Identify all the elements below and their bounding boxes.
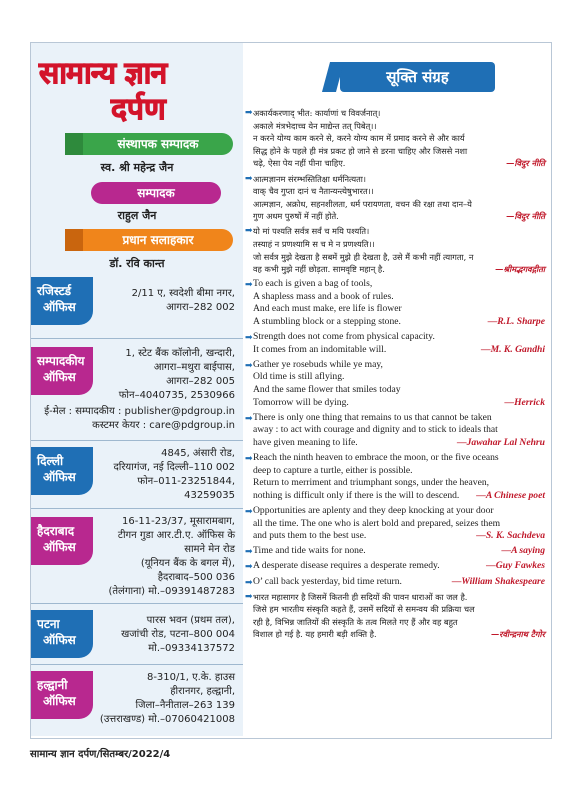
quote-line: Return to merriment and triumphant songs, under the heaven, (253, 477, 490, 489)
address-line: 16-11-23/37, मूसारामबाग, (122, 516, 235, 527)
office-label-line: ऑफिस (43, 540, 76, 554)
quote-item (245, 331, 545, 356)
quote-line: A desperate disease requires a desperate remedy. (253, 560, 440, 572)
office-address (132, 287, 235, 315)
office-label-line: ऑफिस (43, 633, 76, 647)
arrow-bullet-icon: ➡ (245, 576, 253, 587)
quote-line: वह कभी मुझे नहीं छोड़ता. सामवृष्टि महान् है. (253, 264, 385, 275)
office-registered (31, 273, 243, 333)
office-address (108, 515, 235, 599)
address-line: 43259035 (184, 490, 235, 501)
arrow-bullet-icon: ➡ (245, 173, 253, 184)
quote-line: Tomorrow will be dying. (253, 396, 349, 408)
founder-editor-name: स्व. श्री महेन्द्र जैन (100, 161, 174, 174)
quote-line: It comes from an indomitable will. (253, 343, 387, 355)
quote-line: विशाल हो गई है. यह हमारी बड़ी शक्ति है. (253, 629, 377, 640)
divider (31, 338, 243, 339)
arrow-bullet-icon: ➡ (245, 412, 253, 423)
quote-line: and puts them to the best use. (253, 530, 367, 542)
quote-item (245, 173, 545, 223)
address-line: आगरा–282 005 (166, 376, 235, 387)
address-line: (तेलंगाना) मो.–09391487283 (108, 586, 235, 597)
quote-line: आत्मज्ञान, अक्रोध, सहनशीलता, धर्म परायणता, वचन की रक्षा तथा दान–ये (253, 198, 472, 209)
office-label (31, 277, 93, 325)
divider (31, 664, 243, 665)
office-label (31, 517, 93, 565)
address-line: पारस भवन (प्रथम तल), (146, 615, 235, 626)
quote-item (245, 358, 545, 409)
quote-line: Time and tide waits for none. (253, 545, 366, 557)
quote-line: रही है, विभिन्न जातियों की संस्कृति के तत्व मिलते गए हैं और वह बहुत (253, 616, 458, 627)
office-label-line: ऑफिस (43, 370, 76, 384)
contact-emails (44, 405, 235, 433)
office-address (119, 347, 235, 403)
quote-item (245, 452, 545, 502)
quote-item (245, 575, 545, 589)
office-label-line: हल्द्वानी (37, 678, 68, 692)
quote-line: यो मां पश्यति सर्वत्र सर्वं च मयि पश्यति। (253, 226, 370, 237)
quote-item (245, 545, 545, 558)
quote-author: —Guy Fawkes (486, 560, 545, 572)
magazine-logo (39, 51, 239, 131)
quote-line: न करने योग्य काम करने से, करने योग्य काम में प्रमाद करने से और कार्य (253, 133, 465, 144)
quote-line: A stumbling block or a stepping stone. (253, 316, 401, 328)
address-line: दरियागंज, नई दिल्ली–110 002 (113, 462, 235, 473)
quote-line: O’ call back yesterday, bid time return. (253, 575, 402, 587)
email-line[interactable]: ई-मेल : सम्पादकीय : publisher@pdgroup.in (44, 406, 235, 417)
quote-line: चढ़े, ऐसा पेय नहीं पीना चाहिए. (253, 158, 346, 169)
quote-line: गुण अधम पुरुषों में नहीं होते. (253, 211, 339, 222)
office-hyderabad (31, 511, 243, 606)
arrow-bullet-icon: ➡ (245, 546, 253, 557)
address-line: खजांची रोड, पटना–800 004 (121, 629, 235, 640)
chief-advisor-label: प्रधान सलाहकार (83, 229, 233, 251)
office-editorial (31, 341, 243, 459)
quote-item (245, 560, 545, 573)
quote-item (245, 225, 545, 275)
quote-line: तस्याहं न प्रणश्यामि स च मे न प्रणश्यति।। (253, 238, 375, 249)
address-line: मो.–09334137572 (148, 643, 235, 654)
logo-line-2: दर्पण (111, 92, 166, 127)
page-footer: सामान्य ज्ञान दर्पण/सितम्बर/2022/4 (30, 749, 171, 760)
quote-line: जो सर्वत्र मुझे देखता है सबमें मुझे ही देखता है, उसे मैं कभी नहीं त्यागता, न (253, 251, 474, 262)
divider (31, 603, 243, 604)
office-patna (31, 606, 243, 666)
section-title: सूक्ति संग्रह (340, 62, 495, 92)
masthead-column (31, 43, 243, 736)
address-line: फोन–4040735, 2530966 (118, 390, 235, 401)
quote-item (245, 278, 545, 328)
quote-line: And each must make, ere life is flower (253, 303, 402, 315)
quote-line: away : to act with courage and dignity and to stick to ideals that (253, 424, 498, 436)
office-label (31, 347, 93, 395)
quote-line: वाक् चैव गुप्ता दानं च नैतान्यन्त्येषुभारत।। (253, 186, 374, 197)
quote-line: Opportunities are aplenty and they deep knocking at your door (253, 505, 494, 516)
office-label (31, 610, 93, 658)
quote-line: And the same flower that smiles today (253, 384, 401, 396)
arrow-bullet-icon: ➡ (245, 453, 253, 464)
office-label-line: ऑफिस (43, 694, 76, 708)
arrow-bullet-icon: ➡ (245, 279, 253, 290)
quotes-column (245, 43, 550, 736)
arrow-bullet-icon: ➡ (245, 591, 253, 602)
quote-line: Strength does not come from physical capacity. (253, 331, 435, 343)
quote-author: —S. K. Sachdeva (476, 530, 545, 542)
quote-author: —M. K. Gandhi (481, 343, 545, 355)
quote-line: जिसे हम भारतीय संस्कृति कहते हैं, उसमें सदियों से समन्वय की प्रक्रिया चल (253, 604, 475, 615)
address-line: (यूनियन बैंक के बगल में), (140, 558, 235, 569)
quote-line: सिद्ध होने के पहले ही मंत्र प्रकट हो जाने से डरना चाहिए और जिससे नशा (253, 145, 468, 156)
quote-line: There is only one thing that remains to us that cannot be taken (253, 411, 492, 423)
office-label-line: दिल्ली (37, 454, 64, 468)
office-label-line: हैदराबाद (37, 524, 75, 538)
quote-author: —रवीन्द्रनाथ टैगोर (490, 629, 545, 640)
quote-line: Reach the ninth heaven to embrace the moon, or the five oceans (253, 452, 499, 464)
address-line: 2/11 ए, स्वदेशी बीमा नगर, (131, 288, 235, 299)
address-line: आगरा–मथुरा बाईपास, (153, 362, 235, 373)
quote-author: —Jawahar Lal Nehru (457, 436, 545, 448)
quote-author: —विदुर नीति (506, 211, 545, 222)
quote-line: भारत महासागर है जिसमें कितनी ही सदियों की पावन धाराओं का जल है. (253, 591, 468, 602)
office-label (31, 447, 93, 495)
office-label-line: सम्पादकीय (37, 354, 85, 368)
address-line: टीगन गुडा आर.टी.ए. ऑफिस के (117, 530, 235, 541)
quote-line: To each is given a bag of tools, (253, 278, 373, 290)
quote-author: —William Shakespeare (451, 575, 545, 587)
quote-line: deep to capture a turtle, either is possible. (253, 464, 413, 476)
address-line: 1, स्टेट बैंक कॉलोनी, खन्दारी, (125, 348, 235, 359)
office-haldwani (31, 667, 243, 733)
arrow-bullet-icon: ➡ (245, 506, 253, 516)
address-line: हैदराबाद–500 036 (157, 572, 235, 583)
editor-name: राहुल जैन (117, 209, 157, 222)
arrow-bullet-icon: ➡ (245, 226, 253, 237)
office-address (100, 671, 235, 727)
quote-item (245, 107, 545, 170)
customer-care-line[interactable]: कस्टमर केयर : care@pdgroup.in (92, 420, 235, 431)
quote-item (245, 505, 545, 543)
arrow-bullet-icon: ➡ (245, 359, 253, 370)
quote-item (245, 411, 545, 450)
office-delhi (31, 443, 243, 513)
quote-author: —विदुर नीति (506, 158, 545, 169)
address-line: फोन–011-23251844, (137, 476, 235, 487)
quote-line: all the time. The one who is alert bold and prepared, seizes them (253, 517, 501, 529)
quote-line: A shapless mass and a book of rules. (253, 290, 394, 302)
quote-line: have given meaning to life. (253, 436, 358, 448)
editor-label: सम्पादक (91, 182, 221, 204)
quote-author: —श्रीमद्भगवद्गीता (495, 264, 545, 275)
address-line: (उत्तराखण्ड) मो.–07060421008 (99, 714, 235, 725)
office-label-line: रजिस्टर्ड (37, 284, 72, 298)
arrow-bullet-icon: ➡ (245, 108, 253, 118)
divider (31, 508, 243, 509)
founder-editor-label: संस्थापक सम्पादक (83, 133, 233, 155)
quote-line: अकाले मंत्रभेदाच्च येन माद्येन्त तत् पिबेत्।। (253, 120, 377, 131)
office-address (121, 614, 235, 656)
quote-item (245, 591, 545, 641)
quote-author: —A Chinese poet (476, 489, 545, 501)
address-line: 8-310/1, ए.के. हाउस (146, 672, 235, 683)
quote-author: —Herrick (504, 396, 545, 408)
quote-line: Gather ye rosebuds while ye may, (253, 358, 383, 370)
divider (31, 440, 243, 441)
office-address (113, 447, 235, 503)
address-line: आगरा–282 002 (166, 302, 235, 313)
quote-author: —R.L. Sharpe (487, 316, 545, 328)
address-line: हीरानगर, हल्द्वानी, (170, 686, 235, 697)
office-label-line: पटना (37, 617, 60, 631)
address-line: 4845, अंसारी रोड, (161, 448, 235, 459)
logo-line-1: सामान्य ज्ञान (39, 56, 167, 91)
arrow-bullet-icon: ➡ (245, 561, 253, 572)
quote-line: अकार्यकरणाद् भीत: कार्याणां च विवर्जनात्। (253, 108, 381, 118)
quote-line: आत्मज्ञानम संरम्भस्तितिक्षा धर्मनित्यता। (253, 173, 367, 184)
office-label (31, 671, 93, 719)
quote-line: Old time is still aflying. (253, 371, 345, 383)
arrow-bullet-icon: ➡ (245, 332, 253, 343)
office-label-line: ऑफिस (43, 470, 76, 484)
quote-author: —A saying (501, 545, 545, 557)
address-line: सामने मेन रोड (184, 544, 235, 555)
chief-advisor-name: डॉ. रवि कान्त (109, 257, 165, 270)
quote-line: nothing is difficult only if there is the will to descend. (253, 489, 460, 501)
address-line: जिला–नैनीताल–263 139 (135, 700, 235, 711)
office-label-line: ऑफिस (43, 300, 76, 314)
